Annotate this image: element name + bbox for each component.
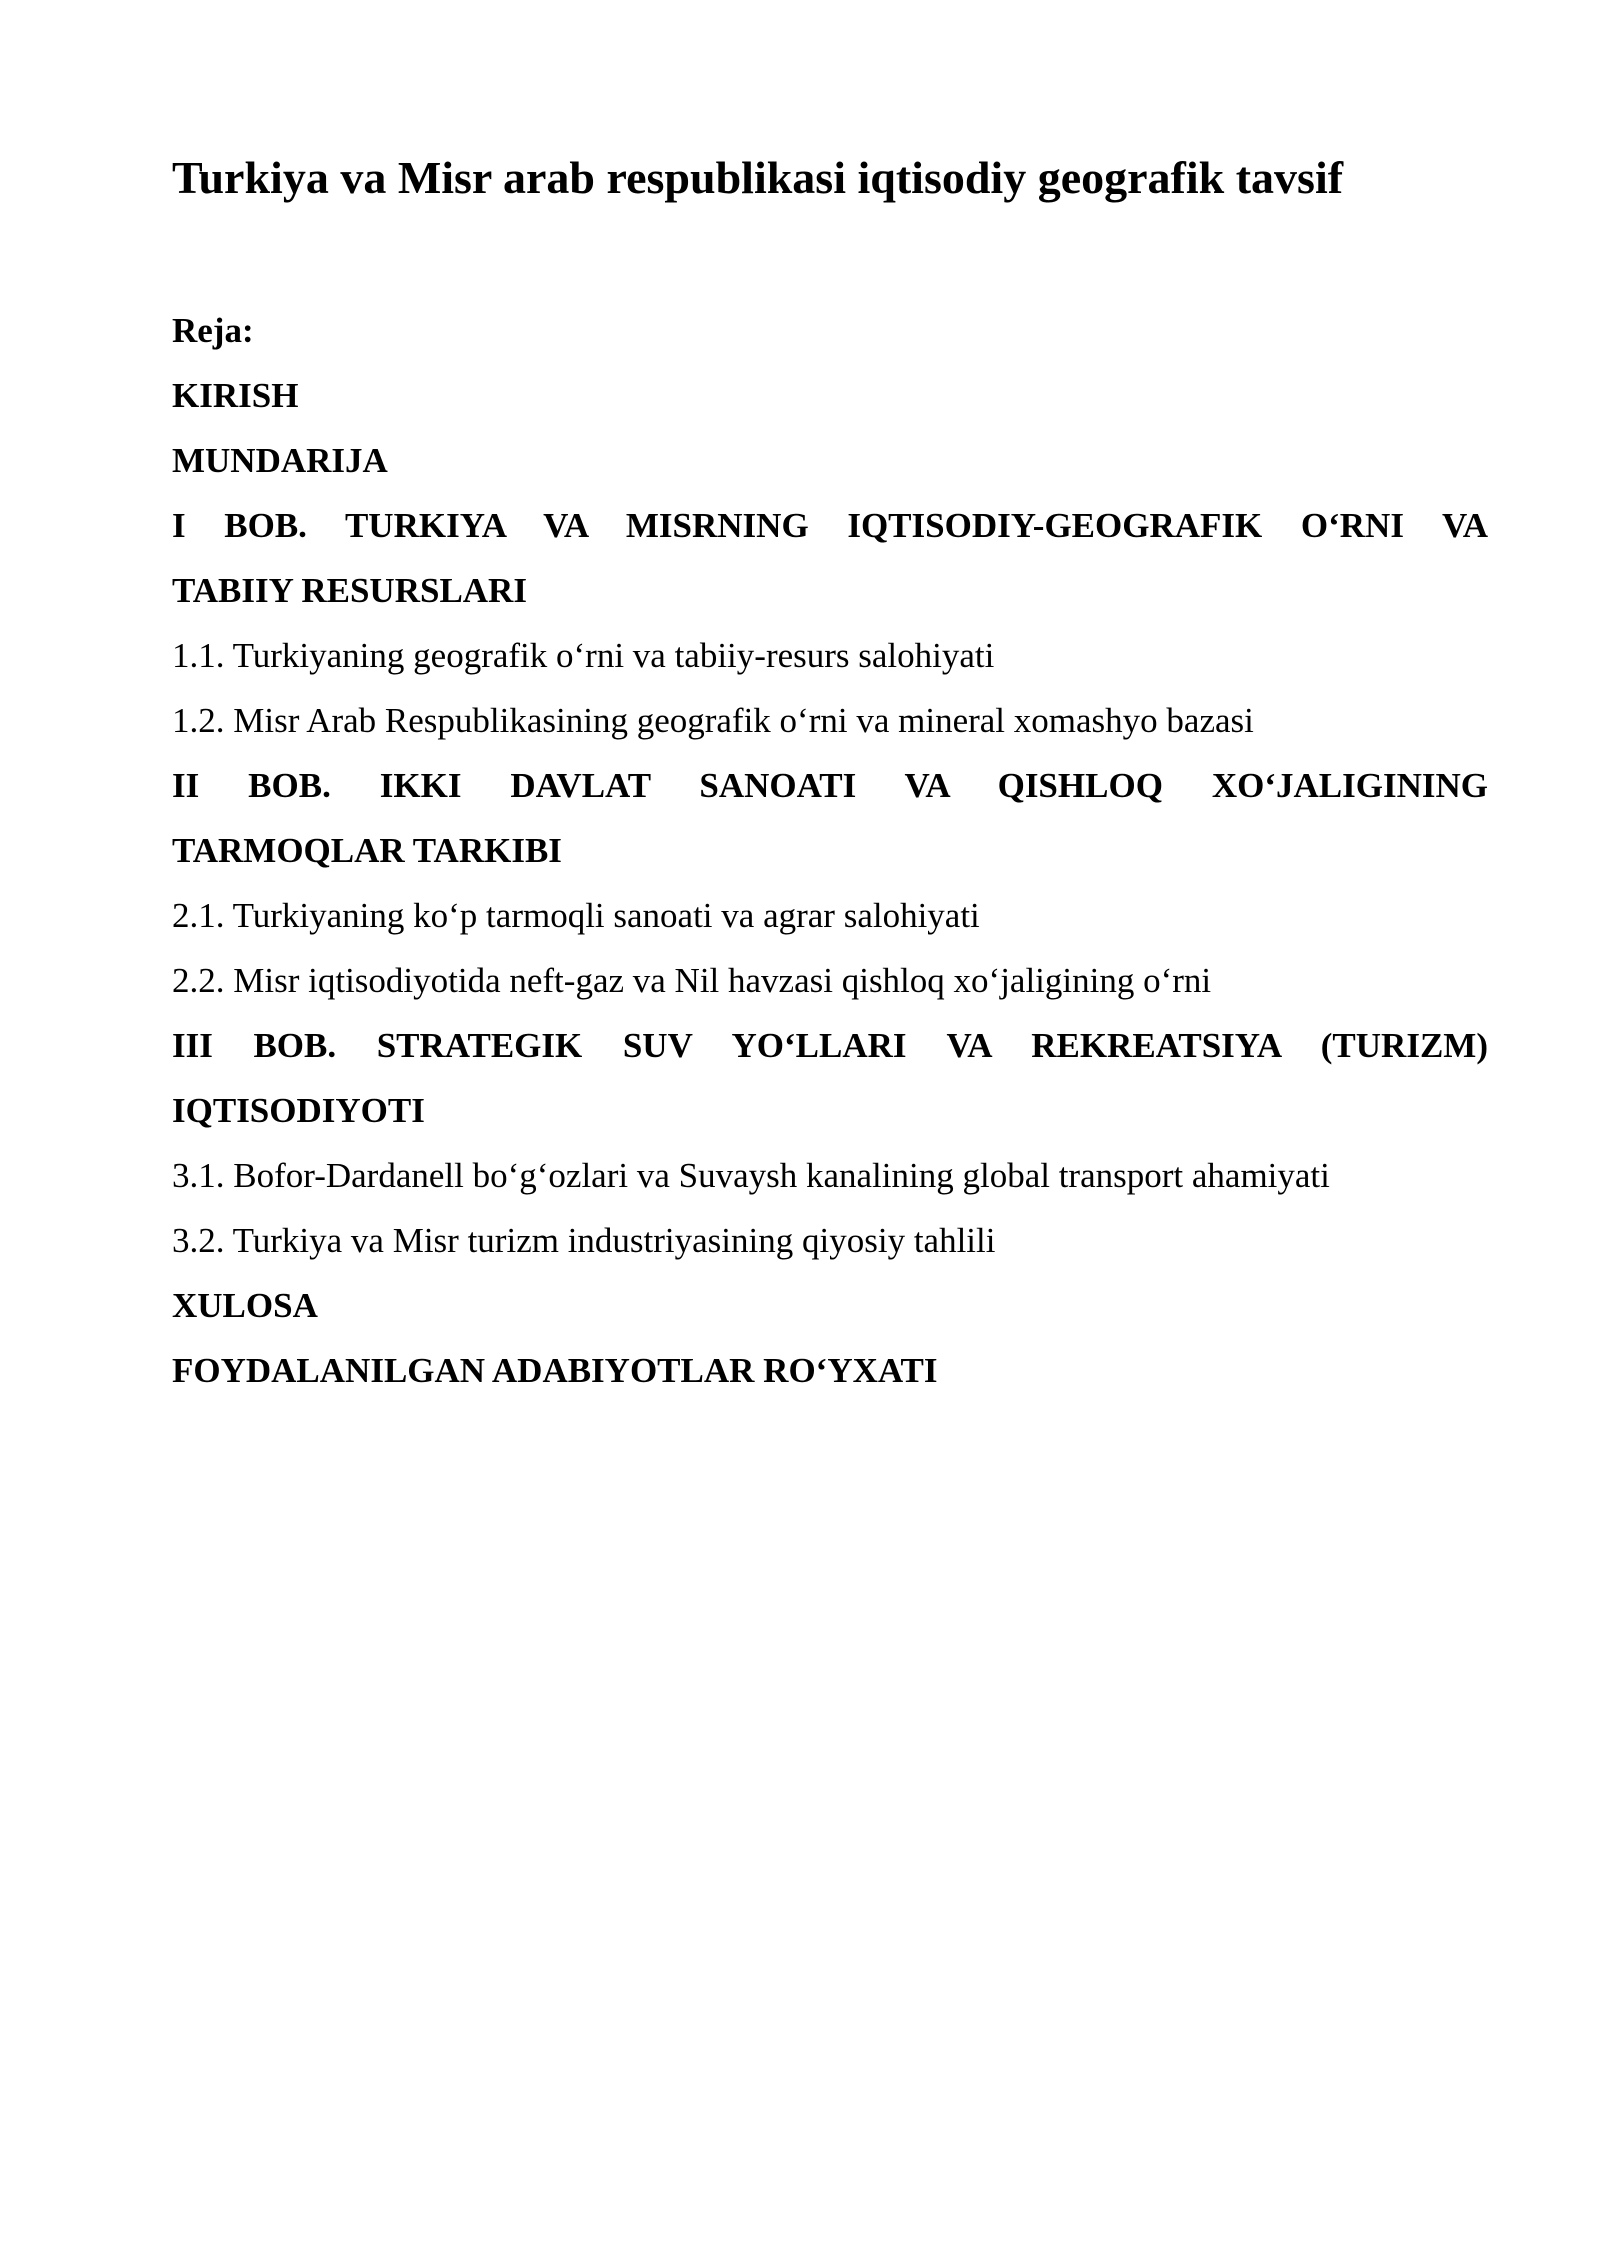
document-title: Turkiya va Misr arab respublikasi iqtisodiy geografik tavsif — [172, 152, 1344, 203]
chapter-3-heading-line-1: III BOB. STRATEGIK SUV YO‘LLARI VA REKREATSIYA (TURIZM) — [172, 1026, 1488, 1065]
chapter-2-heading-line-1: II BOB. IKKI DAVLAT SANOATI VA QISHLOQ XO‘JALIGINING — [172, 766, 1488, 805]
section-3-2: 3.2. Turkiya va Misr turizm industriyasining qiyosiy tahlili — [172, 1221, 996, 1260]
section-2-2: 2.2. Misr iqtisodiyotida neft-gaz va Nil havzasi qishloq xo‘jaligining o‘rni — [172, 961, 1212, 1000]
section-1-2: 1.2. Misr Arab Respublikasining geografik o‘rni va mineral xomashyo bazasi — [172, 701, 1254, 740]
plan-item-contents: MUNDARIJA — [172, 441, 388, 480]
chapter-3-heading-line-2: IQTISODIYOTI — [172, 1091, 425, 1130]
plan-label: Reja: — [172, 311, 254, 350]
plan-list — [172, 298, 1488, 1403]
section-3-1: 3.1. Bofor-Dardanell bo‘g‘ozlari va Suvaysh kanalining global transport ahamiyati — [172, 1156, 1330, 1195]
chapter-1-heading-line-1: I BOB. TURKIYA VA MISRNING IQTISODIY-GEOGRAFIK O‘RNI VA — [172, 506, 1488, 545]
plan-item-conclusion: XULOSA — [172, 1286, 318, 1325]
section-2-1: 2.1. Turkiyaning ko‘p tarmoqli sanoati va agrar salohiyati — [172, 896, 980, 935]
chapter-2-heading-line-2: TARMOQLAR TARKIBI — [172, 831, 562, 870]
plan-item-references: FOYDALANILGAN ADABIYOTLAR RO‘YXATI — [172, 1351, 938, 1390]
section-1-1: 1.1. Turkiyaning geografik o‘rni va tabiiy-resurs salohiyati — [172, 636, 995, 675]
plan-item-introduction: KIRISH — [172, 376, 299, 415]
chapter-1-heading-line-2: TABIIY RESURSLARI — [172, 571, 527, 610]
